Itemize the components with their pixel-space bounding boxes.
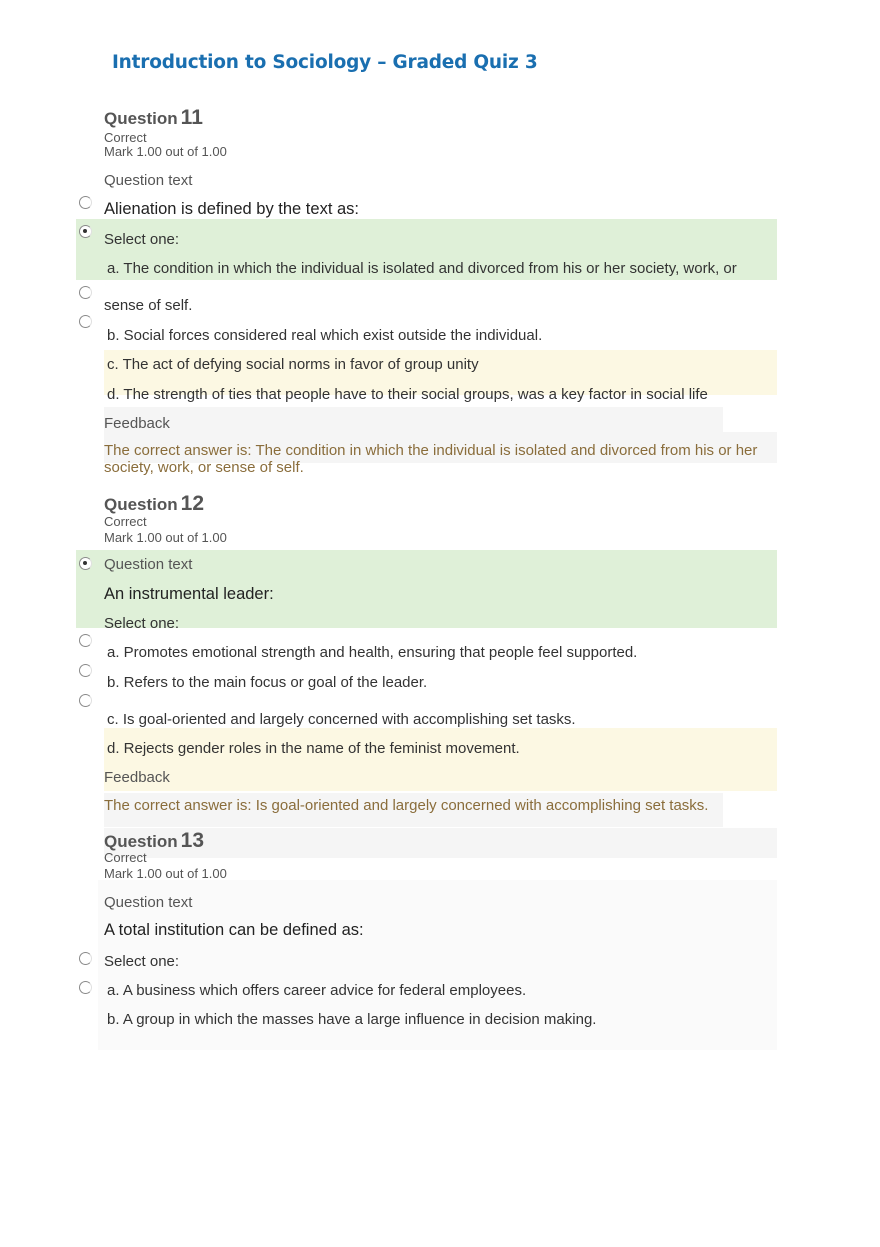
- q12-prompt: An instrumental leader:: [104, 585, 274, 603]
- q12-mark: Mark 1.00 out of 1.00: [104, 530, 227, 545]
- q13-question-text-label: Question text: [104, 894, 193, 911]
- q12-radio-b[interactable]: [79, 634, 92, 647]
- q12-feedback-line-1: The correct answer is: Is goal-oriented and largely concerned with accomplishing set tasks.: [104, 797, 709, 814]
- q11-feedback-panel: [104, 407, 723, 432]
- q11-feedback-line-2: society, work, or sense of self.: [104, 459, 304, 476]
- q11-option-d[interactable]: d. The strength of ties that people have to their social groups, was a key factor in social life: [107, 386, 708, 403]
- q12-option-d[interactable]: d. Rejects gender roles in the name of the feminist movement.: [107, 740, 520, 757]
- q11-option-a[interactable]: a. The condition in which the individual is isolated and divorced from his or her society, work, or: [107, 260, 737, 277]
- q13-number: 13: [180, 829, 205, 852]
- q12-label: Question: [104, 495, 178, 514]
- q13-prompt: A total institution can be defined as:: [104, 921, 364, 939]
- q11-radio-1[interactable]: [79, 196, 92, 209]
- q12-feedback-highlight: [104, 728, 777, 791]
- q13-option-b[interactable]: b. A group in which the masses have a large influence in decision making.: [107, 1011, 597, 1028]
- document-title: Introduction to Sociology – Graded Quiz 3: [112, 52, 538, 73]
- q11-label: Question: [104, 109, 178, 128]
- q11-radio-c[interactable]: [79, 315, 92, 328]
- q11-state: Correct: [104, 130, 147, 145]
- q12-option-c[interactable]: c. Is goal-oriented and largely concerned with accomplishing set tasks.: [107, 711, 576, 728]
- q11-feedback-line-1: The correct answer is: The condition in which the individual is isolated and divorced from his or her: [104, 442, 758, 459]
- q12-radio-c[interactable]: [79, 664, 92, 677]
- q11-heading: [104, 106, 203, 130]
- q11-radio-b[interactable]: [79, 286, 92, 299]
- q13-radio-b[interactable]: [79, 981, 92, 994]
- q13-option-a[interactable]: a. A business which offers career advice for federal employees.: [107, 982, 527, 999]
- q12-question-text-label: Question text: [104, 556, 193, 573]
- q12-option-b[interactable]: b. Refers to the main focus or goal of the leader.: [107, 674, 428, 691]
- q12-option-a[interactable]: a. Promotes emotional strength and health, ensuring that people feel supported.: [107, 644, 638, 661]
- q11-prompt: Alienation is defined by the text as:: [104, 200, 359, 218]
- q11-radio-a-selected[interactable]: [79, 225, 92, 238]
- q12-state: Correct: [104, 514, 147, 529]
- q11-option-b[interactable]: b. Social forces considered real which exist outside the individual.: [107, 327, 543, 344]
- q13-select-label: Select one:: [104, 953, 180, 970]
- q13-header-panel: [104, 828, 777, 858]
- q11-number: 11: [180, 106, 203, 129]
- q11-option-a-cont[interactable]: sense of self.: [104, 297, 193, 314]
- q11-feedback-label: Feedback: [104, 415, 170, 432]
- q13-label: Question: [104, 832, 178, 851]
- q13-mark: Mark 1.00 out of 1.00: [104, 866, 227, 881]
- q11-mark: Mark 1.00 out of 1.00: [104, 144, 227, 159]
- q12-radio-d[interactable]: [79, 694, 92, 707]
- q12-heading: [104, 492, 204, 516]
- q12-select-label: Select one:: [104, 615, 180, 632]
- q11-option-c[interactable]: c. The act of defying social norms in favor of group unity: [107, 356, 479, 373]
- q11-question-text-label: Question text: [104, 172, 193, 189]
- q12-radio-selected[interactable]: [79, 557, 92, 570]
- q13-radio-a[interactable]: [79, 952, 92, 965]
- q12-number: 12: [180, 492, 205, 515]
- q11-select-label: Select one:: [104, 231, 180, 248]
- q13-state: Correct: [104, 850, 147, 865]
- q12-feedback-label: Feedback: [104, 769, 170, 786]
